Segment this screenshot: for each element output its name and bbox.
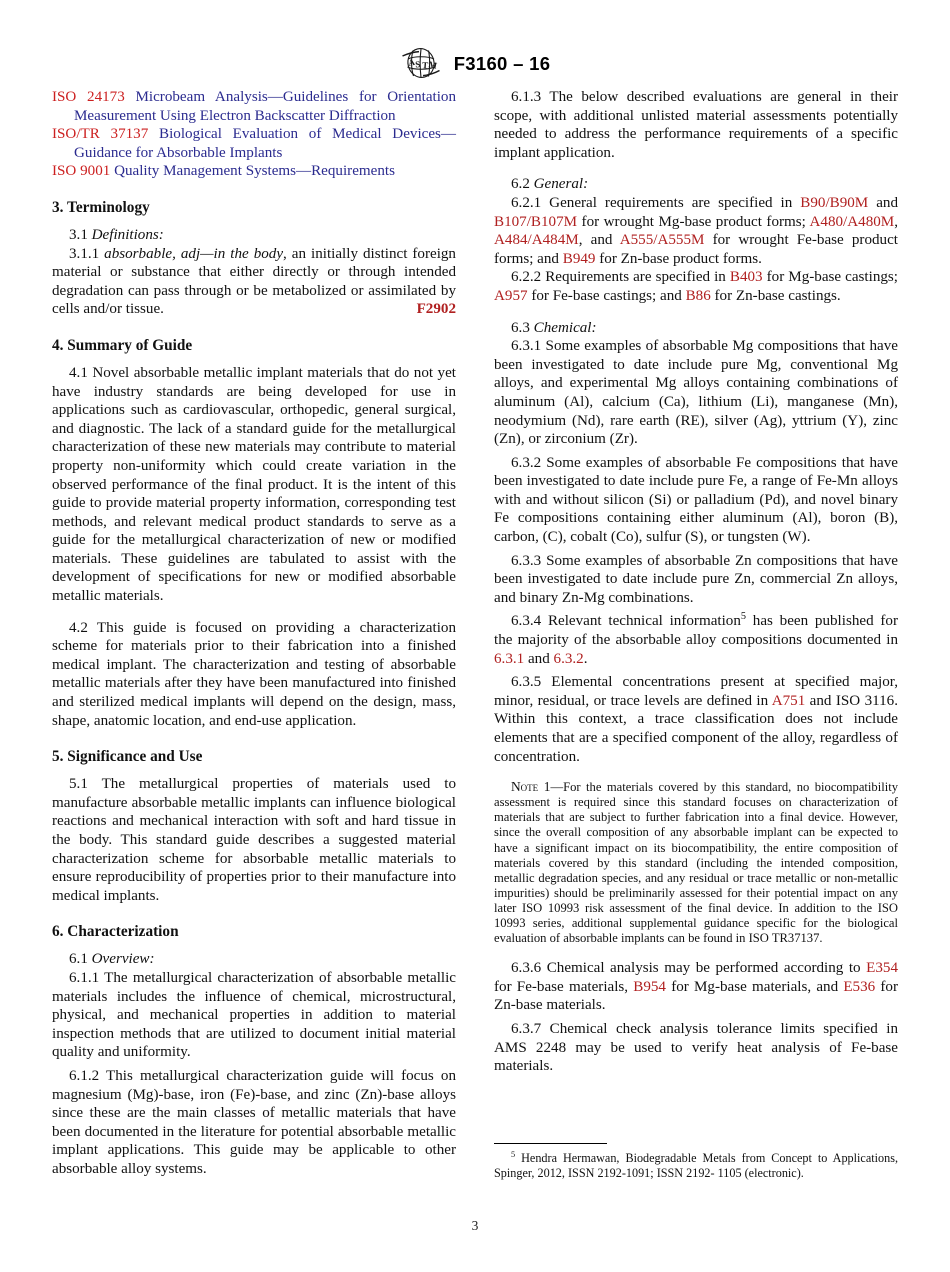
paragraph-6-3-6 <box>494 959 898 1015</box>
paragraph-6-3-2: 6.3.2 Some examples of absorbable Fe compositions that have been investigated to date include pure Fe, a range of Fe-Mn alloys with and without silicon (Si) or palladium (Pd), and novel binary Fe compositions containing either aluminum (Al), boron (B), carbon, (C), cobalt (Co), sulfur (S), or tungsten (W). <box>494 454 898 546</box>
paragraph-6-2-1 <box>494 194 898 268</box>
text-segment: for Mg-base castings; <box>762 269 898 286</box>
paragraph-6-1-1: 6.1.1 The metallurgical characterization of absorbable metallic materials includes the influence of chemical, microstructural, physical, and mechanical properties in addition to material inspection methods that are utilized to document initial material quality and uniformity. <box>52 969 456 1061</box>
footnote-marker[interactable]: 5 <box>740 611 746 623</box>
text-segment: . <box>583 650 588 667</box>
text-segment: 6.3.5 Elemental concentrations present at specified major, minor, residual, or trace levels are defined in <box>494 674 898 709</box>
text-segment: and <box>524 650 554 667</box>
section-heading-4: 4. Summary of Guide <box>52 336 193 354</box>
text-segment: for Zn-base materials. <box>494 978 899 1014</box>
standard-ref-a957[interactable]: A957 <box>494 287 528 304</box>
text-segment: 6.2.2 Requirements are specified in <box>511 269 730 286</box>
footnote-text: Hendra Hermawan, Biodegradable Metals from Concept to Applications, Spinger, 2012, ISSN 2192-1091; ISSN 2192- 1105 (electronic). <box>494 1151 898 1180</box>
reference-number[interactable]: ISO 24173 <box>52 89 125 105</box>
subsection-6-1 <box>52 950 456 969</box>
svg-text:T: T <box>421 60 429 71</box>
text-segment: 6.3.6 Chemical analysis may be performed according to <box>511 960 867 977</box>
text-segment: 6.2.1 General requirements are specified in <box>511 194 801 211</box>
footnote-separator-rule <box>494 1143 607 1144</box>
footnote-5 <box>494 1151 898 1180</box>
text-segment: for Mg-base materials, and <box>665 978 844 995</box>
text-segment: for Fe-base castings; and <box>527 287 686 304</box>
standard-ref-b403[interactable]: B403 <box>729 269 763 286</box>
cross-ref-631[interactable]: 6.3.1 <box>494 650 525 667</box>
text-segment: for Fe-base materials, <box>494 978 634 995</box>
standard-ref-e354[interactable]: E354 <box>866 960 898 977</box>
paragraph-6-3-1: 6.3.1 Some examples of absorbable Mg compositions that have been investigated to date include pure Mg, conventional Mg alloys, and experimental Mg alloys containing combinations of aluminum (Al), calcium (Ca), lithium (Li), manganese (Mn), neodymium (Nd), rare earth (RE), silver (Ag), yttrium (Y), zinc (Zn), or zirconium (Zr). <box>494 338 898 448</box>
paragraph-6-3-3: 6.3.3 Some examples of absorbable Zn compositions that have been investigated to date include pure Zn, commercial Zn alloys, and binary Zn-Mg combinations. <box>494 552 898 606</box>
footnote-number: 5 <box>511 1149 516 1159</box>
text-segment: for wrought Fe-base product forms; and <box>494 232 898 267</box>
defined-term: absorbable, adj—in the body <box>104 245 284 262</box>
note-1 <box>494 779 898 946</box>
standard-ref-e536[interactable]: E536 <box>843 978 876 995</box>
definition-source-ref[interactable]: F2902 <box>416 301 456 318</box>
two-column-body <box>52 88 898 1179</box>
standard-ref-a484[interactable]: A484/A484M <box>494 232 579 249</box>
standard-ref-b954[interactable]: B954 <box>633 978 666 995</box>
document-designation: F3160 – 16 <box>453 53 551 74</box>
paragraph-5-1: 5.1 The metallurgical properties of materials used to manufacture absorbable metallic implants can influence biological reactions and mechanical interaction with soft and hard tissue in the body. This standard guide describes a suggested material characterization scheme for absorbable metallic materials to ensure reproducibility of properties prior to their manufacture into medical implants. <box>52 776 456 904</box>
paragraph-6-3-4 <box>494 612 898 668</box>
subsection-title: Overview: <box>91 951 155 968</box>
subsection-number: 6.3 <box>511 319 530 336</box>
paragraph-4-1: 4.1 Novel absorbable metallic implant materials that do not yet have industry standards are being developed for use in applications such as cardiovascular, orthopedic, general surgical, and diagnostic. The lack of a standard guide for the metallurgical characterization of these new materials may contribute to material property non-uniformity which could create variation in the observed performance of the final product. It is the intent of this guide to provide material property information, corresponding test methods, and relevant medical product standards to serve as a guide for the metallurgical characterization of new or modified materials. These guidelines are tabulated to assist with the development of specifications for new or modified absorbable metallic materials. <box>52 364 456 605</box>
subsection-number: 3.1 <box>69 226 88 243</box>
section-heading-3: 3. Terminology <box>52 198 150 216</box>
subsection-title: Chemical: <box>533 319 597 336</box>
standard-ref-a751[interactable]: A751 <box>771 692 806 709</box>
footnote-block <box>494 1143 898 1180</box>
svg-text:A: A <box>407 56 416 68</box>
reference-title[interactable]: Quality Management Systems—Requirements <box>114 163 395 180</box>
svg-text:M: M <box>427 59 438 71</box>
astm-logo-icon <box>400 47 442 81</box>
page-number: 3 <box>471 1218 479 1233</box>
referenced-documents-list <box>52 88 456 181</box>
paragraph-6-3-5 <box>494 673 898 766</box>
text-segment: for Zn-base castings. <box>710 287 841 304</box>
text-segment: 6.3.4 Relevant technical information <box>511 613 741 630</box>
reference-title[interactable]: Biological Evaluation of Medical Devices—Guidance for Absorbable Implants <box>74 126 456 161</box>
definition-body: , an initially distinct foreign material or substance that either directly or through intended degradation can pass through or be metabolized or assimilated by cells and/or tissue. <box>52 245 456 318</box>
reference-title[interactable]: Microbeam Analysis—Guidelines for Orientation Measurement Using Electron Backscatter Diffraction <box>74 89 456 124</box>
text-segment: , and <box>578 232 620 249</box>
standard-ref-b86[interactable]: B86 <box>685 287 711 304</box>
subsection-3-1 <box>52 226 456 245</box>
reference-number[interactable]: ISO/TR 37137 <box>52 126 149 143</box>
subsection-title: Definitions: <box>91 226 164 243</box>
paragraph-6-2-2 <box>494 268 898 305</box>
standard-ref-b949[interactable]: B949 <box>562 250 596 267</box>
note-body: —For the materials covered by this standard, no biocompatibility assessment is required since this standard focuses on characterization of materials that are subject to further fabrication into a final device. However, since the overall composition of any absorbable implant can be expected to have a significant impact on its biocompatibility, the entire composition of materials covered by this standard (including the intended composition, metallic degradation species, and any residual or trace metallic or non-metallic impurities) should be preliminarily assessed for their potential impact on any later ISO 10993 risk assessment of the final device. In addition to the ISO 10993 series, additional supplemental guidance specific for the biological evaluation of absorbable implants can be found in ISO TR37137. <box>494 780 898 946</box>
text-segment: has been published for the majority of the absorbable alloy compositions documented in <box>494 613 898 649</box>
reference-item <box>52 162 456 181</box>
subsection-number: 6.2 <box>511 176 530 193</box>
subsection-number: 6.1 <box>69 951 88 968</box>
section-heading-6: 6. Characterization <box>52 923 179 941</box>
cross-ref-632[interactable]: 6.3.2 <box>553 650 584 667</box>
reference-number[interactable]: ISO 9001 <box>52 163 111 180</box>
text-segment: for Zn-base product forms. <box>595 250 762 267</box>
paragraph-6-3-7: 6.3.7 Chemical check analysis tolerance limits specified in AMS 2248 may be used to verify heat analysis of Fe-base materials. <box>494 1021 898 1075</box>
standard-ref-b107[interactable]: B107/B107M <box>494 213 578 230</box>
text-segment: , <box>894 213 898 230</box>
section-heading-5: 5. Significance and Use <box>52 748 203 766</box>
left-column <box>52 88 456 1179</box>
svg-text:S: S <box>414 59 421 70</box>
standard-ref-a480[interactable]: A480/A480M <box>809 213 895 230</box>
note-label: Note 1 <box>511 779 551 795</box>
page-header <box>0 44 950 84</box>
paragraph-3-1-1 <box>52 245 456 319</box>
paragraph-4-2: 4.2 This guide is focused on providing a characterization scheme for materials prior to their fabrication into a finished medical implant. The characterization and testing of absorbable metallic materials after they have been manufactured into finished and sterilized medical implants will depend on the design, mass, shape, anatomic location, and end-use application. <box>52 619 456 729</box>
standard-ref-a555[interactable]: A555/A555M <box>619 232 705 249</box>
subsection-6-2 <box>494 175 898 194</box>
subsection-6-3 <box>494 319 898 338</box>
reference-item <box>52 88 456 125</box>
paragraph-number: 3.1.1 <box>69 245 100 262</box>
right-column <box>494 88 898 1179</box>
text-segment: for wrought Mg-base product forms; <box>577 213 810 230</box>
paragraph-6-1-3: 6.1.3 The below described evaluations are general in their scope, with additional unlisted material assessments potentially needed to address the performance requirements of a specific implant application. <box>494 89 898 161</box>
text-segment: and ISO 3116. Within this context, a trace classification does not include elements that are a specified component of the alloy, regardless of concentration. <box>494 692 898 765</box>
text-segment: and <box>868 194 898 211</box>
subsection-title: General: <box>533 176 589 193</box>
standard-ref-b90[interactable]: B90/B90M <box>800 194 869 211</box>
paragraph-6-1-2: 6.1.2 This metallurgical characterization guide will focus on magnesium (Mg)-base, iron (Fe)-base, and zinc (Zn)-base alloys since these are the main classes of metallic materials that have been documented in the literature for potential absorbable metallic implant applications. This guide may be applicable to other absorbable alloy systems. <box>52 1067 456 1177</box>
reference-item <box>52 125 456 162</box>
